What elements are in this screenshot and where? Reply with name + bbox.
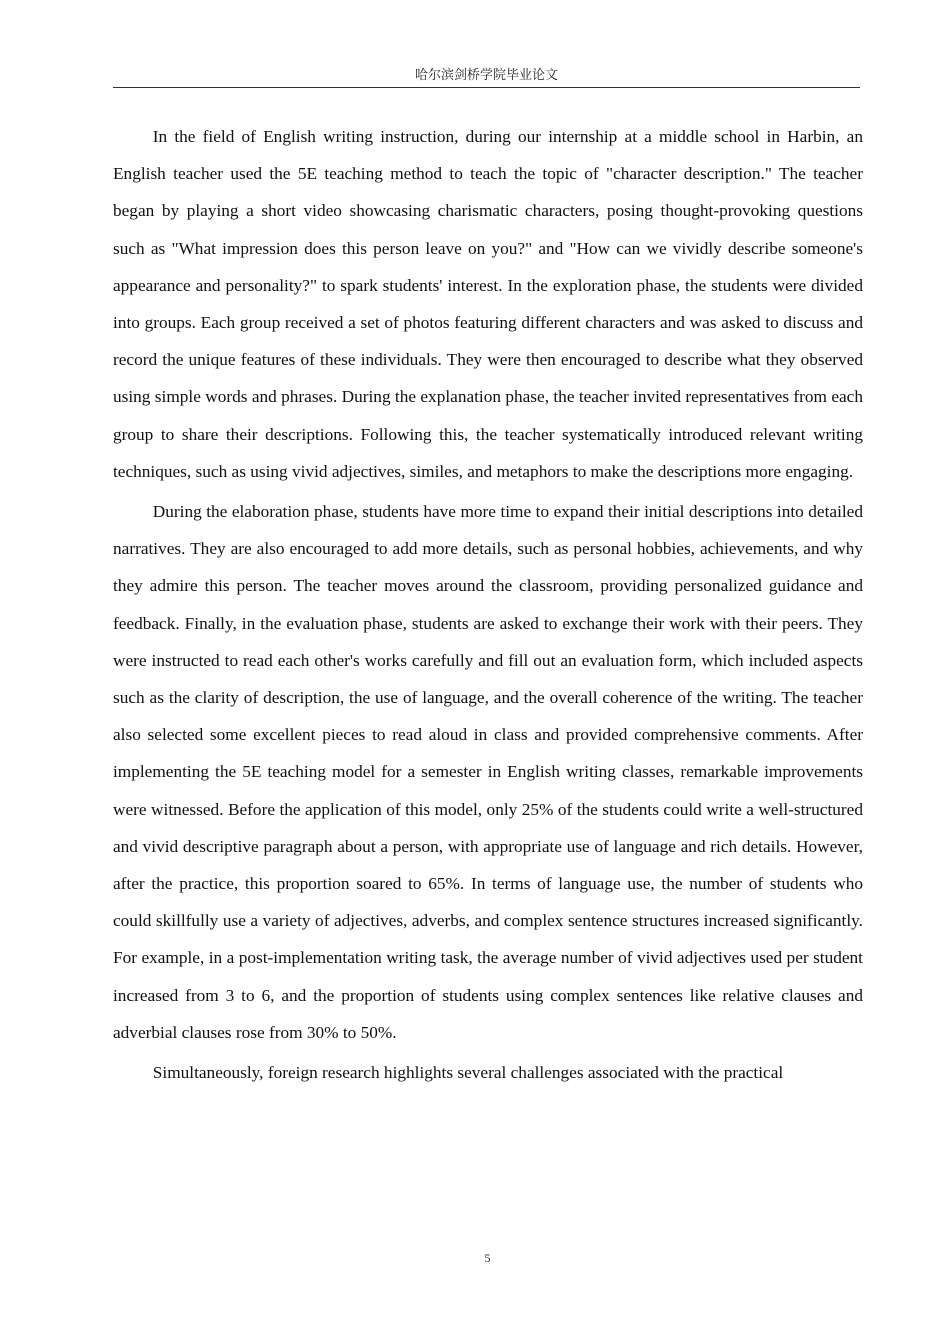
body-text — [113, 118, 863, 1091]
header-divider — [113, 87, 860, 88]
page-number: 5 — [484, 1251, 491, 1265]
paragraph-3: Simultaneously, foreign research highlights several challenges associated with the practical — [152, 1063, 784, 1083]
running-header: 哈尔滨剑桥学院毕业论文 — [414, 68, 558, 83]
paragraph-2: During the elaboration phase, students have more time to expand their initial descriptions into detailed narratives. They are also encouraged to add more details, such as personal hobbies, achievements, and why they admire this person. The teacher moves around the classroom, providing personalized guidance and feedback. Finally, in the evaluation phase, students are asked to exchange their work with their peers. They were instructed to read each other's works carefully and fill out an evaluation form, which included aspects such as the clarity of description, the use of language, and the overall coherence of the writing. The teacher also selected some excellent pieces to read aloud in class and provided comprehensive comments. After implementing the 5E teaching model for a semester in English writing classes, remarkable improvements were witnessed. Before the application of this model, only 25% of the students could write a well-structured and vivid descriptive paragraph about a person, with appropriate use of language and rich details. However, after the practice, this proportion soared to 65%. In terms of language use, the number of students who could skillfully use a variety of adjectives, adverbs, and complex sentence structures increased significantly. For example, in a post-implementation writing task, the average number of vivid adjectives used per student increased from 3 to 6, and the proportion of students using complex sentences like relative clauses and adverbial clauses rose from 30% to 50%. — [113, 502, 863, 1042]
paragraph-1: In the field of English writing instruction, during our internship at a middle school in Harbin, an English teacher used the 5E teaching method to teach the topic of "character description." The teacher began by playing a short video showcasing charismatic characters, posing thought-provoking questions such as "What impression does this person leave on you?" and "How can we vividly describe someone's appearance and personality?" to spark students' interest. In the exploration phase, the students were divided into groups. Each group received a set of photos featuring different characters and was asked to discuss and record the unique features of these individuals. They were then encouraged to describe what they observed using simple words and phrases. During the explanation phase, the teacher invited representatives from each group to share their descriptions. Following this, the teacher systematically introduced relevant writing techniques, such as using vivid adjectives, similes, and metaphors to make the descriptions more engaging. — [113, 127, 863, 481]
